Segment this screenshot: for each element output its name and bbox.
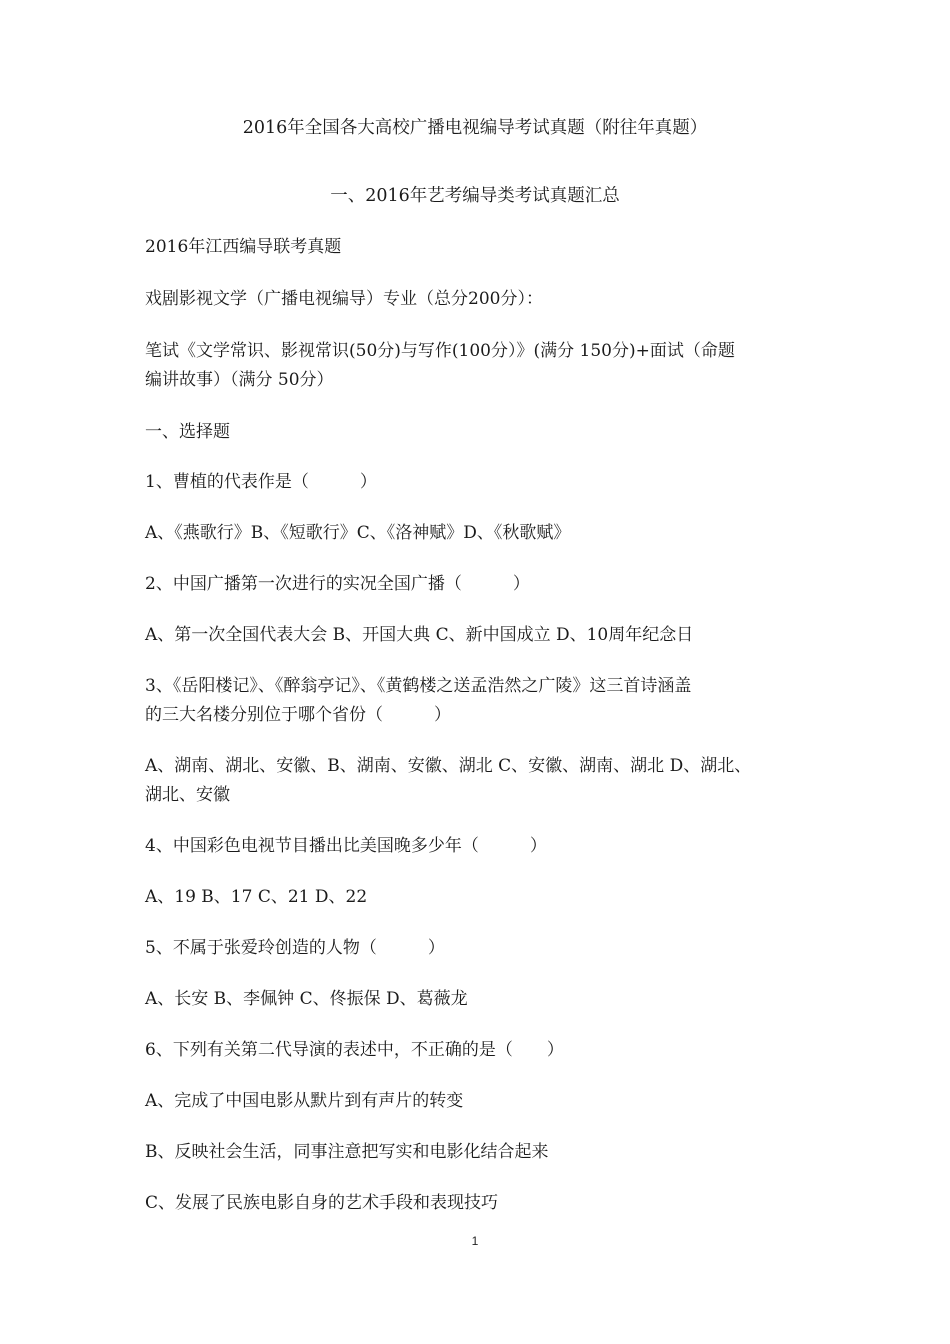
exam-structure-line-1: 笔试《文学常识、影视常识(50分)与写作(100分）》(满分 150分)+面试（命题 (145, 341, 735, 361)
major-description: 戏剧影视文学（广播电视编导）专业（总分200分）： (145, 289, 543, 309)
document-title: 2016年全国各大高校广播电视编导考试真题（附往年真题） (242, 118, 708, 138)
page-number: 1 (471, 1234, 479, 1248)
question-6-option-a: A、完成了中国电影从默片到有声片的转变 (145, 1091, 464, 1111)
exam-structure-line-2: 编讲故事）（满分 50分） (145, 370, 334, 390)
question-1: 1、曹植的代表作是（ ） (145, 472, 377, 492)
part-heading: 一、选择题 (145, 422, 230, 442)
question-3-line-2: 的三大名楼分别位于哪个省份（ ） (145, 705, 451, 725)
question-2-options: A、第一次全国代表大会 B、开国大典 C、新中国成立 D、10周年纪念日 (145, 625, 694, 645)
question-5-options: A、长安 B、李佩钟 C、佟振保 D、葛薇龙 (145, 989, 468, 1009)
question-6: 6、下列有关第二代导演的表述中，不正确的是（ ） (145, 1040, 564, 1060)
question-6-option-c: C、发展了民族电影自身的艺术手段和表现技巧 (145, 1193, 499, 1213)
question-4-options: A、19 B、17 C、21 D、22 (145, 887, 368, 907)
question-1-options: A、《燕歌行》B、《短歌行》C、《洛神赋》D、《秋歌赋》 (145, 523, 571, 543)
question-6-option-b: B、反映社会生活，同事注意把写实和电影化结合起来 (145, 1142, 549, 1162)
section-heading: 一、2016年艺考编导类考试真题汇总 (330, 186, 620, 206)
question-3-line-1: 3、《岳阳楼记》、《醉翁亭记》、《黄鹤楼之送孟浩然之广陵》这三首诗涵盖 (145, 676, 692, 696)
question-4: 4、中国彩色电视节目播出比美国晚多少年（ ） (145, 836, 547, 856)
question-2: 2、中国广播第一次进行的实况全国广播（ ） (145, 574, 530, 594)
question-3-options-line-2: 湖北、安徽 (145, 785, 230, 805)
question-3-options-line-1: A、湖南、湖北、安徽、B、湖南、安徽、湖北 C、安徽、湖南、湖北 D、湖北、 (145, 756, 752, 776)
subsection-heading: 2016年江西编导联考真题 (145, 237, 342, 257)
question-5: 5、不属于张爱玲创造的人物（ ） (145, 938, 445, 958)
